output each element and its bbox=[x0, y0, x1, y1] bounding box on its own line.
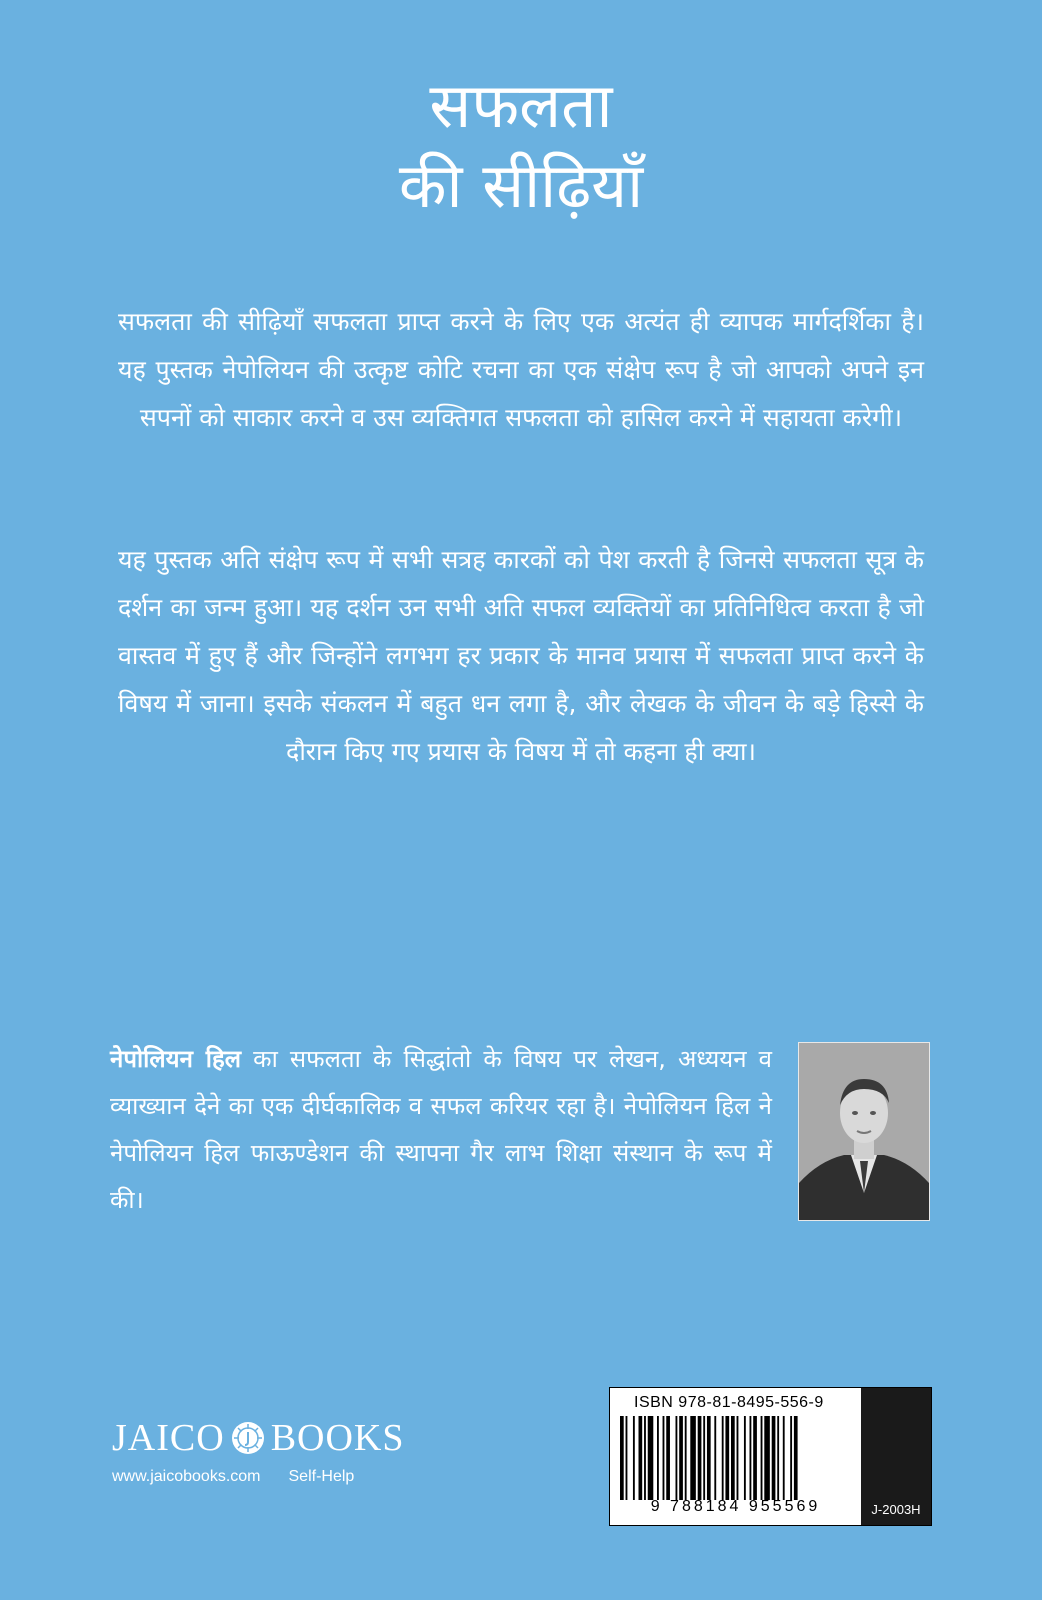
book-code-panel bbox=[861, 1388, 931, 1525]
book-title bbox=[0, 66, 1042, 226]
publisher-name-left: JAICO bbox=[112, 1417, 225, 1459]
publisher-logo bbox=[112, 1416, 472, 1460]
publisher-website: www.jaicobooks.com bbox=[112, 1468, 261, 1485]
publisher-block bbox=[112, 1416, 472, 1486]
publisher-name-right: BOOKS bbox=[270, 1417, 405, 1459]
sun-emblem-icon bbox=[231, 1421, 265, 1455]
isbn-barcode-box bbox=[609, 1387, 932, 1526]
author-name: नेपोलियन हिल bbox=[110, 1045, 241, 1073]
author-bio bbox=[110, 1036, 772, 1224]
barcode-graphic bbox=[618, 1416, 858, 1500]
barcode-digits: 9 788184 955569 bbox=[650, 1498, 821, 1515]
description-paragraph-2: यह पुस्तक अति संक्षेप रूप में सभी सत्रह कारकों को पेश करती है जिनसे सफलता सूत्र के दर्शन का जन्म हुआ। यह दर्शन उन सभी अति सफल व्यक्तियों का प्रतिनिधित्व करता है जो वास्तव में हुए हैं और जिन्होंने लगभग हर प्रकार के मानव प्रयास में सफलता प्राप्त करने के विषय में जाना। इसके संकलन में बहुत धन लगा है, और लेखक के जीवन के बड़े हिस्से के दौरान किए गए प्रयास के विषय में तो कहना ही क्या। bbox=[118, 545, 924, 766]
description-paragraph-1: सफलता की सीढ़ियाँ सफलता प्राप्त करने के लिए एक अत्यंत ही व्यापक मार्गदर्शिका है। यह पुस्तक नेपोलियन की उत्कृष्ट कोटि रचना का एक संक्षेप रूप है जो आपको अपने इन सपनों को साकार करने व उस व्यक्तिगत सफलता को हासिल करने में सहायता करेगी। bbox=[118, 307, 924, 432]
book-title-line-1: सफलता bbox=[429, 69, 613, 142]
author-bio-text: का सफलता के सिद्धांतो के विषय पर लेखन, अध्ययन व व्याख्यान देने का एक दीर्घकालिक व सफल करियर रहा है। नेपोलियन हिल ने नेपोलियन हिल फाऊण्डेशन की स्थापना गैर लाभ शिक्षा संस्थान के रूप में की। bbox=[110, 1045, 772, 1214]
isbn-label: ISBN 978-81-8495-556-9 bbox=[634, 1394, 824, 1411]
author-photo bbox=[798, 1042, 930, 1221]
book-category: Self-Help bbox=[288, 1468, 355, 1485]
book-title-line-2: की सीढ़ियाँ bbox=[398, 149, 644, 222]
book-code: J-2003H bbox=[871, 1502, 921, 1517]
